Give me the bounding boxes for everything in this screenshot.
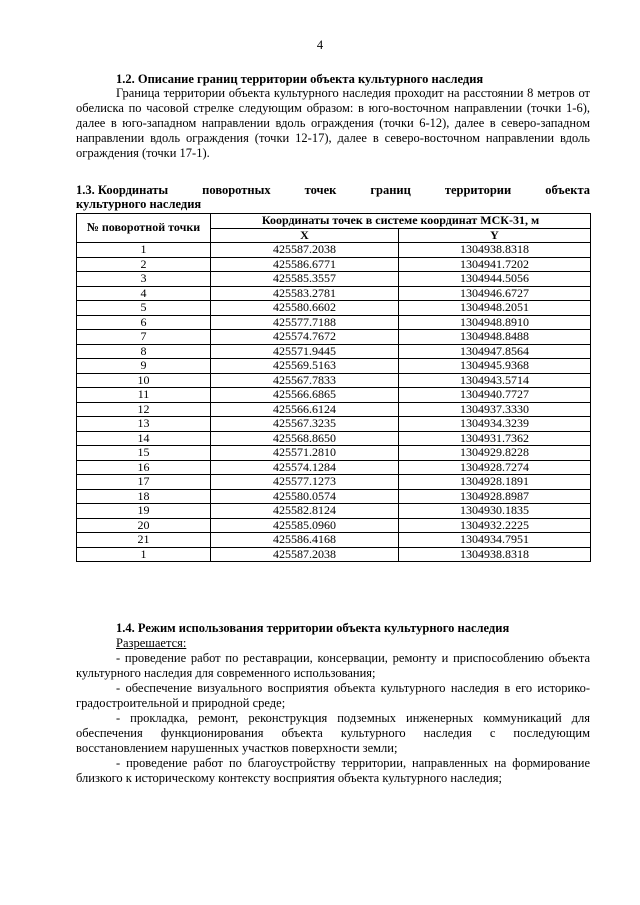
table-row — [77, 344, 591, 359]
point-number-cell: 9 — [77, 359, 211, 374]
x-coordinate-cell: 425577.7188 — [211, 315, 399, 330]
point-number-cell: 14 — [77, 431, 211, 446]
x-coordinate-cell: 425587.2038 — [211, 243, 399, 258]
section-1-2-text: Граница территории объекта культурного наследия проходит на расстоянии 8 метров от обелиска по часовой стрелке следующим образом: в юго-восточном направлении (точки 1-6), далее в юго-западном направлении вдоль ограждения (точки 6-12), далее в северо-западном направлении вдоль ограждения (точки 12-17), далее в северо-восточном направлении вдоль ограждения (точки 17-1). — [76, 86, 590, 160]
list-item: - проведение работ по благоустройству территории, направленных на формирование близкого к историческому контексту восприятия объекта культурного наследия; — [76, 756, 590, 785]
heading-word: точек — [304, 183, 337, 197]
table-row — [77, 286, 591, 301]
heading-word: объекта — [545, 183, 590, 197]
y-coordinate-cell: 1304947.8564 — [399, 344, 591, 359]
table-row — [77, 301, 591, 316]
point-number-cell: 12 — [77, 402, 211, 417]
point-number-header: № поворотной точки — [77, 214, 211, 243]
heading-word: территории — [444, 183, 512, 197]
point-number-cell: 8 — [77, 344, 211, 359]
y-coordinate-cell: 1304929.8228 — [399, 446, 591, 461]
y-coordinate-cell: 1304932.2225 — [399, 518, 591, 533]
x-coordinate-cell: 425577.1273 — [211, 475, 399, 490]
heading-word: границ — [370, 183, 411, 197]
table-row — [77, 489, 591, 504]
table-row — [77, 388, 591, 403]
allowed-label: Разрешается: — [116, 636, 187, 650]
point-number-cell: 1 — [77, 243, 211, 258]
table-row — [77, 460, 591, 475]
point-number-cell: 2 — [77, 257, 211, 272]
table-row — [77, 518, 591, 533]
table-row — [77, 417, 591, 432]
point-number-cell: 6 — [77, 315, 211, 330]
point-number-cell: 7 — [77, 330, 211, 345]
table-row — [77, 402, 591, 417]
x-coordinate-cell: 425574.7672 — [211, 330, 399, 345]
list-item: - проведение работ по реставрации, консервации, ремонту и приспособлению объекта культурного наследия для современного использования; — [76, 651, 590, 680]
y-coordinate-cell: 1304945.9368 — [399, 359, 591, 374]
point-number-cell: 18 — [77, 489, 211, 504]
x-coordinate-cell: 425582.8124 — [211, 504, 399, 519]
x-coordinate-cell: 425580.6602 — [211, 301, 399, 316]
point-number-cell: 4 — [77, 286, 211, 301]
y-coordinate-cell: 1304928.7274 — [399, 460, 591, 475]
heading-word: 1.3. Координаты — [76, 183, 169, 197]
y-coordinate-cell: 1304934.7951 — [399, 533, 591, 548]
point-number-cell: 1 — [77, 547, 211, 562]
section-1-2-heading: 1.2. Описание границ территории объекта культурного наследия — [116, 72, 484, 86]
point-number-cell: 21 — [77, 533, 211, 548]
x-coordinate-cell: 425585.0960 — [211, 518, 399, 533]
x-coordinate-cell: 425586.4168 — [211, 533, 399, 548]
list-item: - обеспечение визуального восприятия объекта культурного наследия в его историко-градостроительной и природной среде; — [76, 681, 590, 710]
section-1-3-heading — [76, 183, 590, 211]
table-row — [77, 533, 591, 548]
x-coordinate-cell: 425567.3235 — [211, 417, 399, 432]
list-item: - прокладка, ремонт, реконструкция подземных инженерных коммуникаций для обеспечения функционирования объекта культурного наследия с последующим восстановлением нарушенных участков поверхности земли; — [76, 711, 590, 755]
table-row — [77, 373, 591, 388]
x-coordinate-cell: 425580.0574 — [211, 489, 399, 504]
point-number-cell: 5 — [77, 301, 211, 316]
y-coordinate-cell: 1304948.8910 — [399, 315, 591, 330]
x-coordinate-cell: 425574.1284 — [211, 460, 399, 475]
point-number-cell: 15 — [77, 446, 211, 461]
y-coordinate-cell: 1304948.8488 — [399, 330, 591, 345]
table-row — [77, 315, 591, 330]
point-number-cell: 16 — [77, 460, 211, 475]
table-row — [77, 431, 591, 446]
point-number-cell: 19 — [77, 504, 211, 519]
y-coordinate-cell: 1304934.3239 — [399, 417, 591, 432]
y-coordinate-cell: 1304938.8318 — [399, 547, 591, 562]
y-coordinate-cell: 1304944.5056 — [399, 272, 591, 287]
table-row — [77, 359, 591, 374]
point-number-cell: 17 — [77, 475, 211, 490]
y-coordinate-cell: 1304940.7727 — [399, 388, 591, 403]
table-row — [77, 243, 591, 258]
coordinates-group-header: Координаты точек в системе координат МСК-31, м — [211, 214, 591, 229]
y-coordinate-cell: 1304946.6727 — [399, 286, 591, 301]
x-coordinate-cell: 425566.6865 — [211, 388, 399, 403]
x-coordinate-cell: 425587.2038 — [211, 547, 399, 562]
x-coordinate-cell: 425571.2810 — [211, 446, 399, 461]
point-number-cell: 13 — [77, 417, 211, 432]
section-1-4-body — [76, 636, 590, 786]
x-coordinate-cell: 425566.6124 — [211, 402, 399, 417]
x-coordinate-cell: 425583.2781 — [211, 286, 399, 301]
table-row — [77, 475, 591, 490]
table-row — [77, 547, 591, 562]
x-coordinate-cell: 425586.6771 — [211, 257, 399, 272]
y-coordinate-cell: 1304931.7362 — [399, 431, 591, 446]
point-number-cell: 20 — [77, 518, 211, 533]
table-row — [77, 272, 591, 287]
page-number: 4 — [316, 38, 324, 52]
y-coordinate-cell: 1304928.8987 — [399, 489, 591, 504]
y-coordinate-cell: 1304941.7202 — [399, 257, 591, 272]
table-row — [77, 504, 591, 519]
x-coordinate-cell: 425569.5163 — [211, 359, 399, 374]
point-number-cell: 11 — [77, 388, 211, 403]
y-coordinate-cell: 1304948.2051 — [399, 301, 591, 316]
point-number-cell: 10 — [77, 373, 211, 388]
point-number-cell: 3 — [77, 272, 211, 287]
section-1-3-heading-line — [76, 183, 590, 197]
coordinates-table-body — [77, 243, 591, 562]
x-coordinate-cell: 425567.7833 — [211, 373, 399, 388]
table-row — [77, 257, 591, 272]
y-header: Y — [399, 228, 591, 243]
section-1-3-heading-end: культурного наследия — [76, 197, 202, 211]
y-coordinate-cell: 1304930.1835 — [399, 504, 591, 519]
heading-word: поворотных — [202, 183, 271, 197]
section-1-4-heading: 1.4. Режим использования территории объекта культурного наследия — [116, 621, 510, 635]
y-coordinate-cell: 1304938.8318 — [399, 243, 591, 258]
table-row — [77, 330, 591, 345]
y-coordinate-cell: 1304928.1891 — [399, 475, 591, 490]
y-coordinate-cell: 1304943.5714 — [399, 373, 591, 388]
x-coordinate-cell: 425585.3557 — [211, 272, 399, 287]
table-row — [77, 446, 591, 461]
y-coordinate-cell: 1304937.3330 — [399, 402, 591, 417]
x-coordinate-cell: 425571.9445 — [211, 344, 399, 359]
coordinates-table — [76, 213, 591, 562]
x-coordinate-cell: 425568.8650 — [211, 431, 399, 446]
x-header: X — [211, 228, 399, 243]
